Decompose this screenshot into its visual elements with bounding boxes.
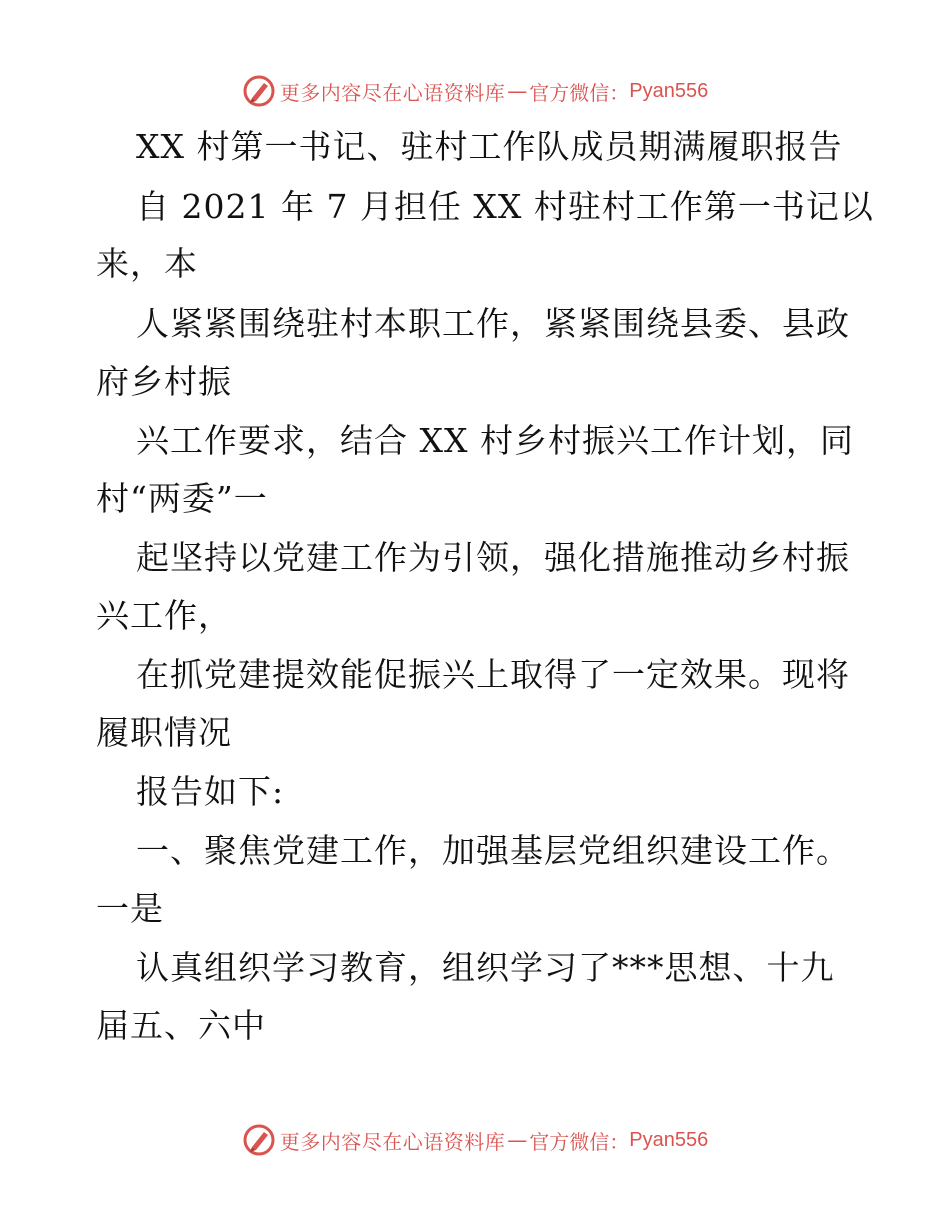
document-line: 一是 [96,889,164,928]
document-line: 报告如下: [136,772,285,811]
document-line: 认真组织学习教育，组织学习了***思想、十九 [136,948,835,987]
document-line: 村“两委”一 [96,479,268,518]
document-line: 兴工作， [96,596,232,635]
document-line: 一、聚焦党建工作，加强基层党组织建设工作。 [136,831,850,870]
watermark-wechat-label: 官方微信： [529,1129,630,1154]
document-line: 履职情况 [96,713,232,752]
document-line: 自 2021 年 7 月担任 XX 村驻村工作第一书记以 [136,187,874,226]
document-line: 兴工作要求，结合 XX 村乡村振兴工作计划，同 [136,421,854,460]
watermark-wechat-id: Pyan556 [629,79,709,102]
watermark-separator: — [507,79,528,103]
watermark-wechat-id: Pyan556 [629,1128,709,1151]
document-line: 在抓党建提效能促振兴上取得了一定效果。现将 [136,655,850,694]
watermark-separator: — [507,1128,528,1152]
watermark-banner-top [0,71,950,111]
pen-logo-icon [242,1123,276,1157]
document-line: 来，本 [96,244,198,283]
document-title: XX 村第一书记、驻村工作队成员期满履职报告 [136,127,843,166]
watermark-text: 更多内容尽在心语资料库 [279,1129,506,1154]
document-line: 府乡村振 [96,362,232,401]
watermark-wechat-label: 官方微信： [529,80,630,105]
watermark-text: 更多内容尽在心语资料库 [279,80,506,105]
document-line: 届五、六中 [96,1006,266,1045]
document-line: 人紧紧围绕驻村本职工作，紧紧围绕县委、县政 [136,304,850,343]
watermark-banner-bottom [0,1120,950,1160]
pen-logo-icon [242,74,276,108]
document-line: 起坚持以党建工作为引领，强化措施推动乡村振 [136,538,850,577]
